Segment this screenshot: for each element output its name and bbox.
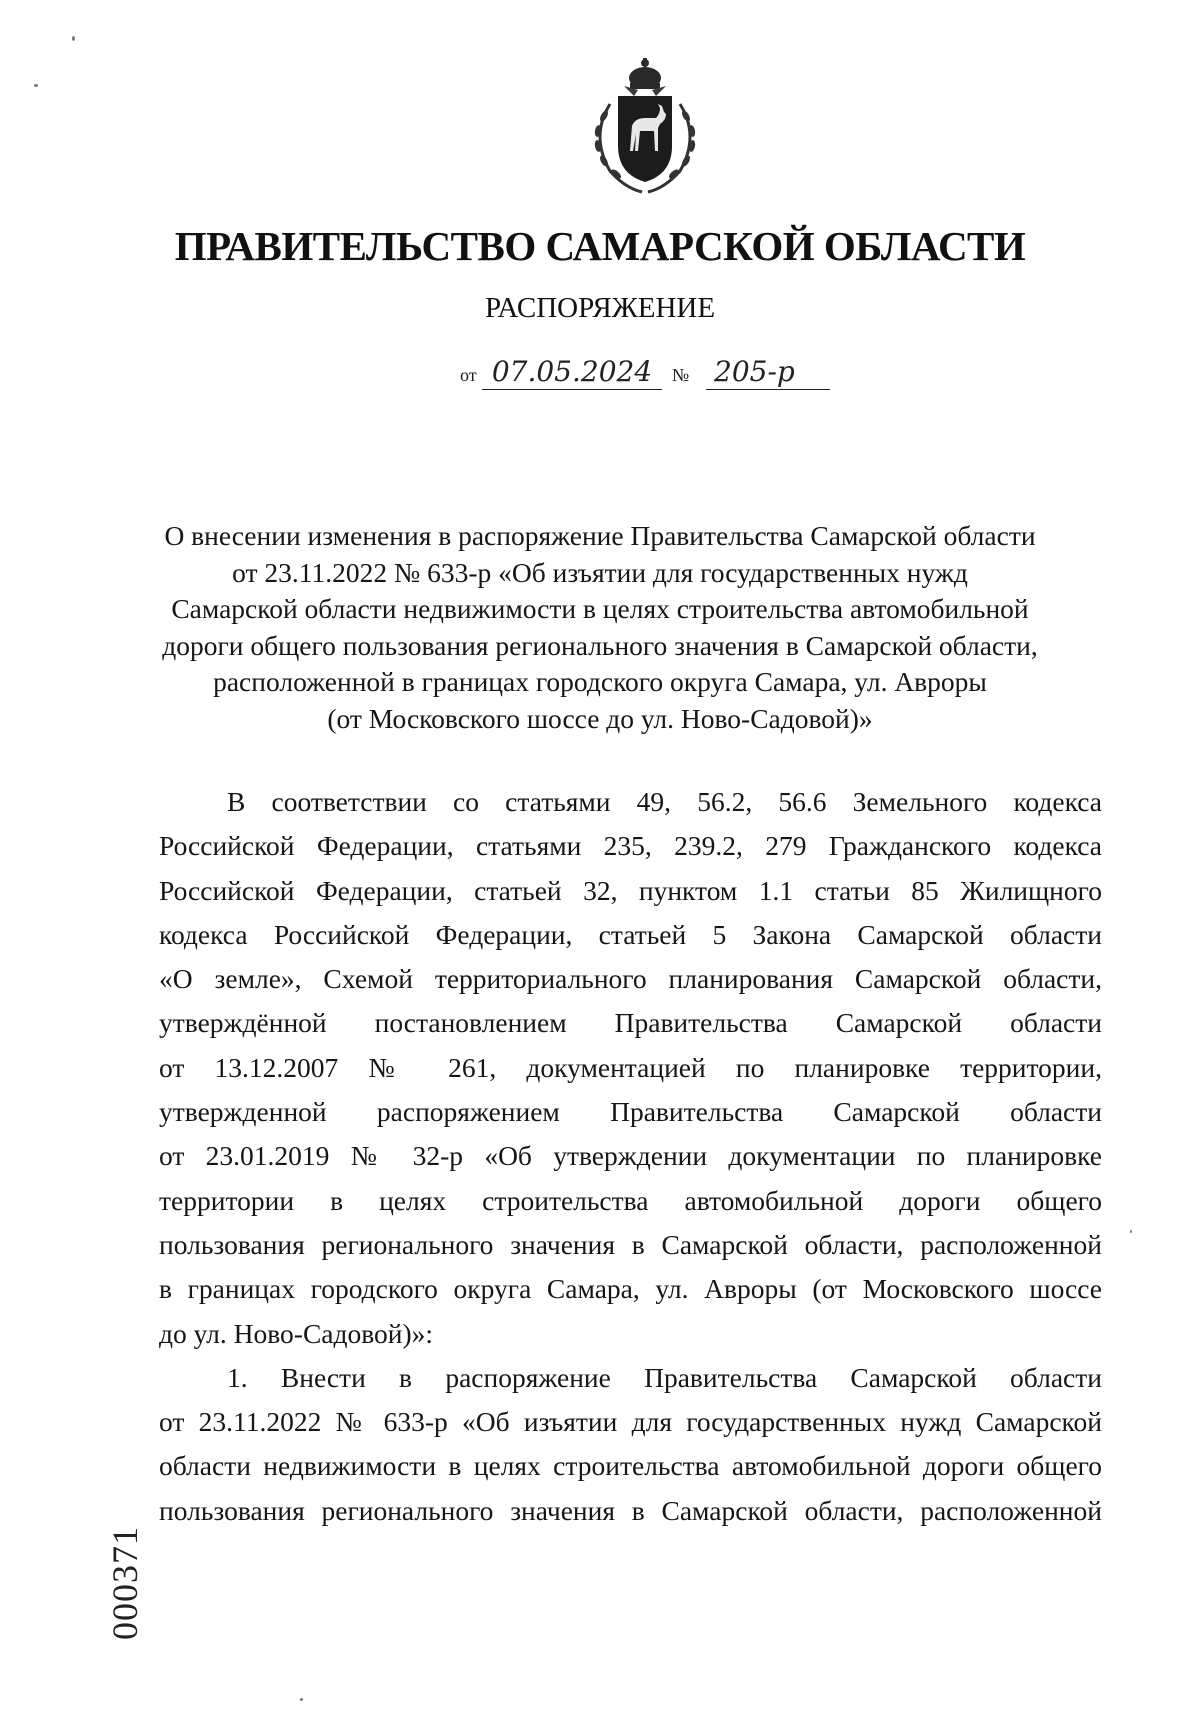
body-line: В соответствии со статьями 49, 56.2, 56.6 Земельного кодекса (227, 786, 1102, 817)
scan-speck (300, 1698, 303, 1701)
subject-line: от 23.11.2022 № 633-р «Об изъятии для государственных нужд (232, 556, 968, 588)
subject-line: расположенной в границах городского округа Самара, ул. Авроры (213, 666, 987, 697)
date-prefix: от (460, 365, 477, 385)
registration-number-stamp: 000371 (105, 1526, 145, 1640)
body-line: утверждённой постановлением Правительства Самарской области (159, 1007, 1102, 1039)
body-line: от 13.12.2007 № 261, документацией по планировке территории, (159, 1051, 1102, 1083)
body-line: в границах городского округа Самара, ул. Авроры (от Московского шоссе (159, 1273, 1102, 1305)
document-date: 07.05.2024 (482, 355, 662, 390)
government-title: ПРАВИТЕЛЬСТВО САМАРСКОЙ ОБЛАСТИ (174, 223, 1026, 269)
body-line: пользования регионального значения в Самарской области, расположенной (159, 1228, 1102, 1260)
body-line: 1. Внести в распоряжение Правительства Самарской области (227, 1361, 1102, 1393)
body-line: от 23.11.2022 № 633-р «Об изъятии для государственных нужд Самарской (159, 1406, 1102, 1438)
coat-of-arms-emblem (580, 56, 710, 196)
body-line: от 23.01.2019 № 32-р «Об утверждении документации по планировке (159, 1140, 1102, 1172)
body-line: Российской Федерации, статьей 32, пунктом 1.1 статьи 85 Жилищного (159, 874, 1102, 906)
date-number-line (460, 352, 840, 392)
body-line: Российской Федерации, статьями 235, 239.2, 279 Гражданского кодекса (159, 830, 1102, 862)
body-line: кодекса Российской Федерации, статьей 5 Закона Самарской области (159, 918, 1102, 950)
subject-line: О внесении изменения в распоряжение Правительства Самарской области (164, 520, 1036, 551)
body-line: до ул. Ново-Садовой)»: (159, 1317, 434, 1349)
body-line: территории в целях строительства автомобильной дороги общего (159, 1184, 1102, 1216)
subject-line: (от Московского шоссе до ул. Ново-Садовой)» (327, 702, 873, 734)
document-type: РАСПОРЯЖЕНИЕ (484, 292, 716, 324)
body-line: пользования регионального значения в Самарской области, расположенной (159, 1494, 1102, 1526)
document-body (159, 780, 1102, 1533)
scan-speck (1130, 1230, 1132, 1233)
scan-speck (34, 84, 38, 87)
number-prefix: № (672, 365, 690, 385)
subject-line: Самарской области недвижимости в целях строительства автомобильной (171, 593, 1029, 624)
document-number: 205-р (706, 355, 830, 390)
body-line: «О земле», Схемой территориального планирования Самарской области, (159, 963, 1102, 995)
subject-line: дороги общего пользования регионального значения в Самарской области, (162, 629, 1038, 661)
body-line: утвержденной распоряжением Правительства Самарской области (159, 1096, 1102, 1128)
scan-speck (72, 36, 75, 41)
samara-coat-of-arms-icon (580, 56, 710, 196)
document-subject (150, 518, 1050, 737)
body-line: области недвижимости в целях строительства автомобильной дороги общего (159, 1450, 1102, 1482)
